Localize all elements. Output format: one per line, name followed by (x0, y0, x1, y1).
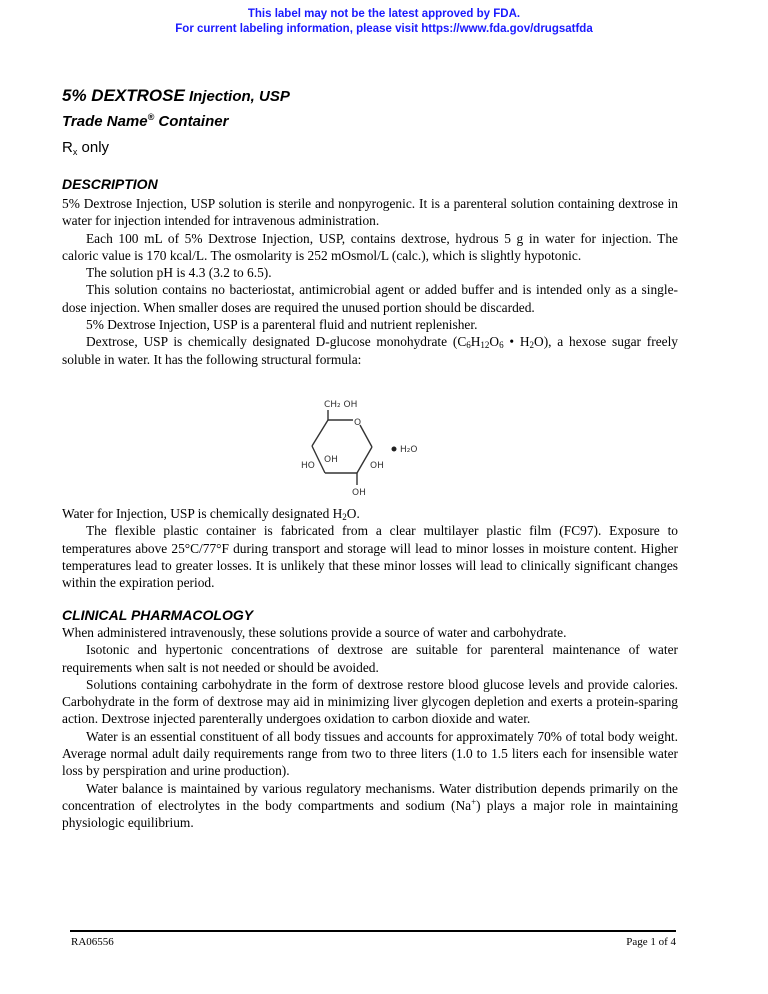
text: O), a hexose sugar freely soluble in water. It has the following structural formula: (62, 334, 678, 367)
description-heading: DESCRIPTION (62, 176, 158, 192)
subscript: 6 (499, 340, 504, 351)
description-paragraph-formula (62, 333, 678, 368)
product-form: Injection, USP (184, 88, 290, 105)
footer-divider (70, 930, 676, 932)
text: H (470, 334, 481, 350)
text: Water balance is maintained by various regulatory mechanisms. Water distribution depends primarily on the concentration of electrolytes in the body compartments and sodium (Na (62, 780, 678, 813)
rx-only-text: only (77, 139, 110, 156)
formula-label-oh-right: OH (370, 461, 384, 471)
description-paragraph: 5% Dextrose Injection, USP is a parenteral fluid and nutrient replenisher. (86, 317, 478, 333)
water-designation (62, 505, 678, 522)
product-name: 5% DEXTROSE (62, 86, 185, 105)
pharmacology-paragraph: Isotonic and hypertonic concentrations of dextrose are suitable for parenteral maintenance of water requirements when salt is not needed or should be avoided. (62, 642, 678, 675)
pharmacology-paragraph: When administered intravenously, these solutions provide a source of water and carbohydrate. (62, 625, 567, 640)
rx-sub: x (72, 147, 78, 157)
subscript: 2 (342, 512, 347, 522)
product-title (62, 86, 290, 106)
formula-label-ho: HO (301, 461, 315, 471)
formula-label-oh-inner: OH (324, 455, 338, 465)
formula-label-oh-bottom: OH (352, 488, 366, 498)
text: Dextrose, USP is chemically designated D-glucose monohydrate (C (86, 334, 467, 350)
container-label: Container (154, 113, 229, 130)
formula-label-ch2oh: CH₂ OH (324, 400, 358, 410)
superscript: + (471, 796, 477, 807)
registered-mark: ® (147, 112, 155, 122)
subscript: 12 (480, 340, 490, 351)
description-body-1 (62, 195, 678, 368)
subscript: 2 (529, 340, 535, 351)
banner-line-2: For current labeling information, please visit https://www.fda.gov/drugsatfda (175, 23, 593, 35)
description-paragraph: This solution contains no bacteriostat, antimicrobial agent or added buffer and is intended only as a single-dose injection. When smaller doses are required the unused portion should be discarded. (62, 282, 678, 315)
pharmacology-body (62, 624, 678, 832)
description-paragraph: 5% Dextrose Injection, USP solution is sterile and nonpyrogenic. It is a parenteral solution containing dextrose in water for injection intended for intravenous administration. (62, 196, 678, 229)
dextrose-structural-formula (280, 396, 440, 506)
subscript: 6 (466, 340, 471, 351)
pharmacology-paragraph (62, 780, 678, 832)
container-paragraph: The flexible plastic container is fabricated from a clear multilayer plastic film (FC97). Exposure to temperatures above 25°C/77°F during transport and storage will lead to minor losses in moisture content. Higher temperatures lead to greater losses. It is unlikely that these minor losses will lead to clinically significant changes within the expiration period. (62, 523, 678, 591)
page-number: Page 1 of 4 (626, 936, 676, 948)
text: O. (346, 506, 360, 521)
description-body-2 (62, 505, 678, 591)
pharmacology-paragraph: Solutions containing carbohydrate in the form of dextrose restore blood glucose levels and provide calories. Carbohydrate in the form of dextrose may aid in minimizing liver glycogen depletion and exerts a protein-sparing action. Dextrose injected parenterally undergoes oxidation to carbon dioxide and water. (62, 676, 678, 727)
trade-name: Trade Name (62, 113, 148, 130)
description-paragraph: The solution pH is 4.3 (3.2 to 6.5). (86, 265, 272, 281)
text: ) plays a major role in maintaining physiologic equilibrium. (62, 797, 679, 831)
formula-label-water: H₂O (400, 445, 418, 455)
text: O (489, 334, 500, 350)
banner-line-1: This label may not be the latest approved by FDA. (247, 8, 521, 20)
rx-r: R (62, 139, 73, 156)
rx-only (62, 139, 109, 156)
pharmacology-paragraph: Water is an essential constituent of all body tissues and accounts for approximately 70% of total body weight. Average normal adult daily requirements range from two to three liters (1.0 to 1.5 liters each for insensible water loss by perspiration and urine production). (62, 728, 678, 779)
text: • H (503, 334, 530, 350)
document-code: RA06556 (71, 936, 114, 948)
fda-disclaimer-banner (0, 7, 768, 37)
description-paragraph: Each 100 mL of 5% Dextrose Injection, USP, contains dextrose, hydrous 5 g in water for injection. The caloric value is 170 kcal/L. The osmolarity is 252 mOsmol/L (calc.), which is slightly hypotonic. (62, 230, 678, 263)
text: Water for Injection, USP is chemically designated H (62, 506, 343, 521)
formula-label-o: O (354, 418, 362, 428)
clinical-pharmacology-heading: CLINICAL PHARMACOLOGY (62, 607, 254, 623)
container-title (62, 113, 228, 130)
